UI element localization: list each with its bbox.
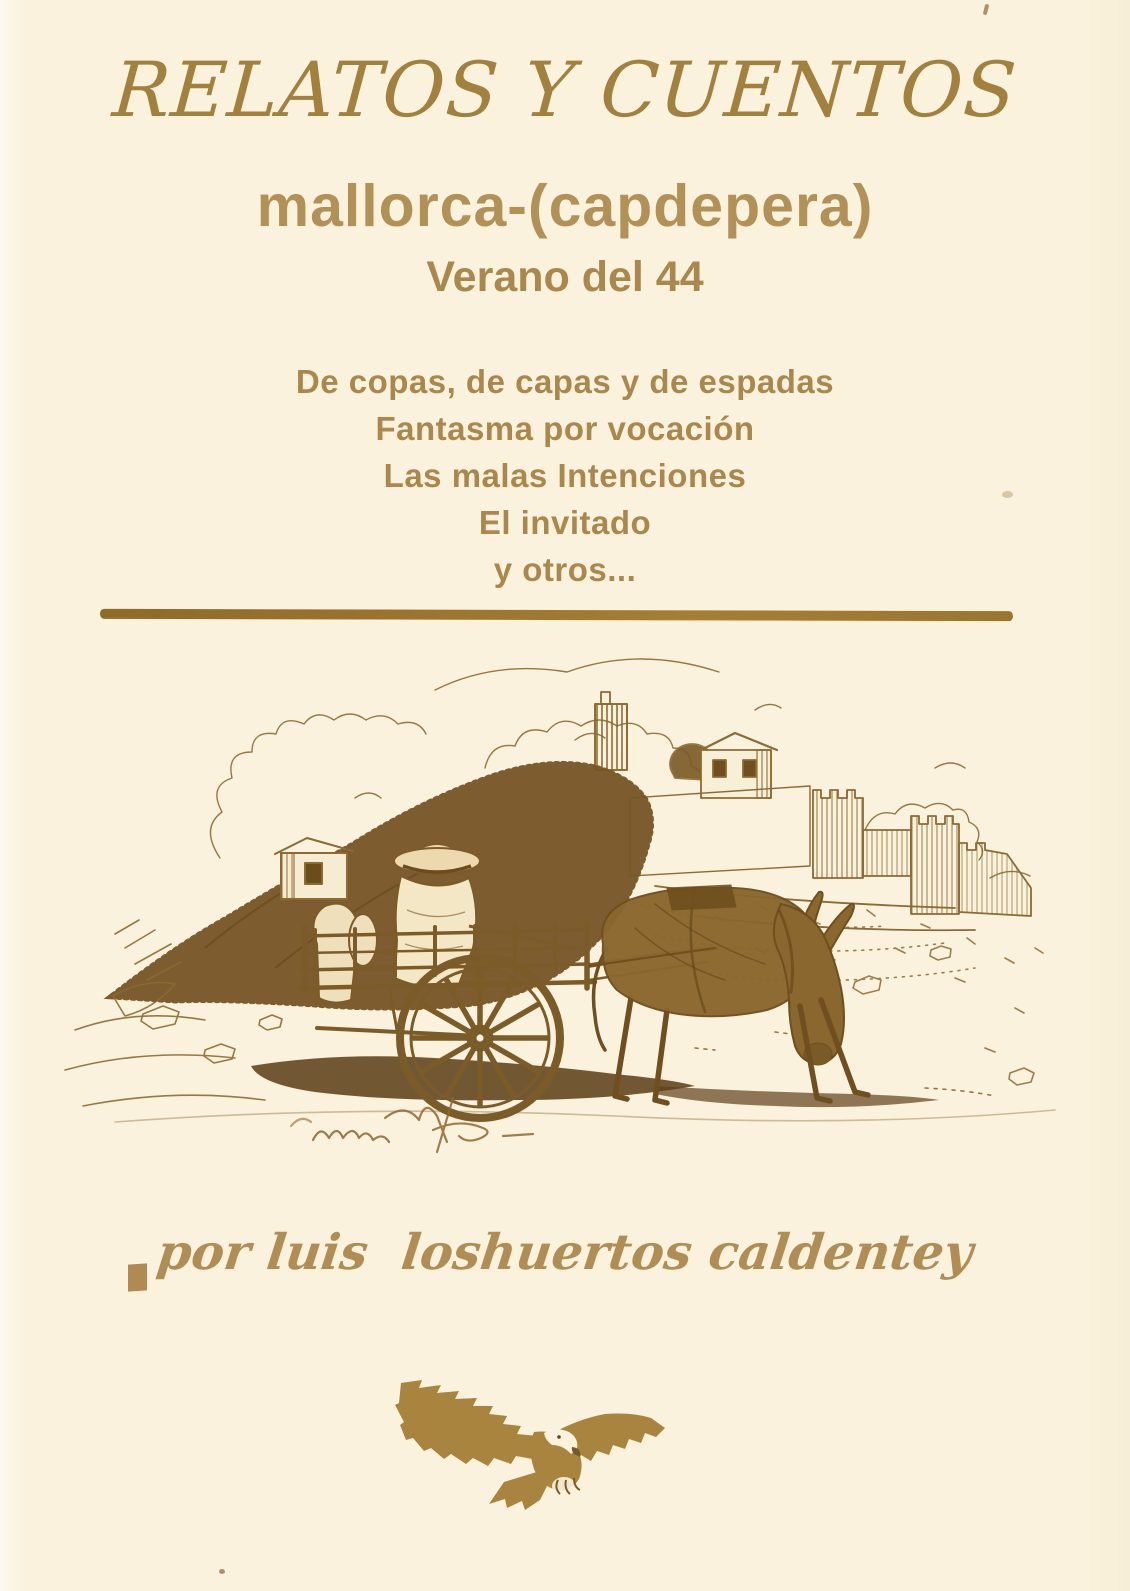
story-item: De copas, de capas y de espadas [295,363,835,400]
donkey [589,885,868,1103]
story-item: Las malas Intenciones [383,457,747,494]
eagle-drawing [388,1374,680,1520]
eagle-eye [557,1435,561,1439]
scan-speck [219,1569,225,1574]
eagle-icon [388,1374,680,1520]
book-subtitle: mallorca-(capdepera) [256,173,874,239]
cart-wheel [400,958,560,1118]
story-item: El invitado [478,504,652,541]
author-name: por luis loshuertos caldentey [154,1223,977,1281]
scan-speck [983,4,990,16]
book-title: RELATOS Y CUENTOS [110,45,1020,134]
illustration-drawing [55,648,1075,1213]
dark-hillside [113,764,651,1007]
farmhouse [275,838,353,899]
divider-rule [100,609,1013,621]
eagle-silhouette [395,1380,665,1510]
story-list [0,358,1130,593]
book-edition: Verano del 44 [426,253,704,301]
story-item: Fantasma por vocación [375,410,755,447]
donkey-cart-illustration [55,648,1075,1213]
cart-shadow [251,1056,939,1107]
story-item: y otros... [493,551,637,588]
